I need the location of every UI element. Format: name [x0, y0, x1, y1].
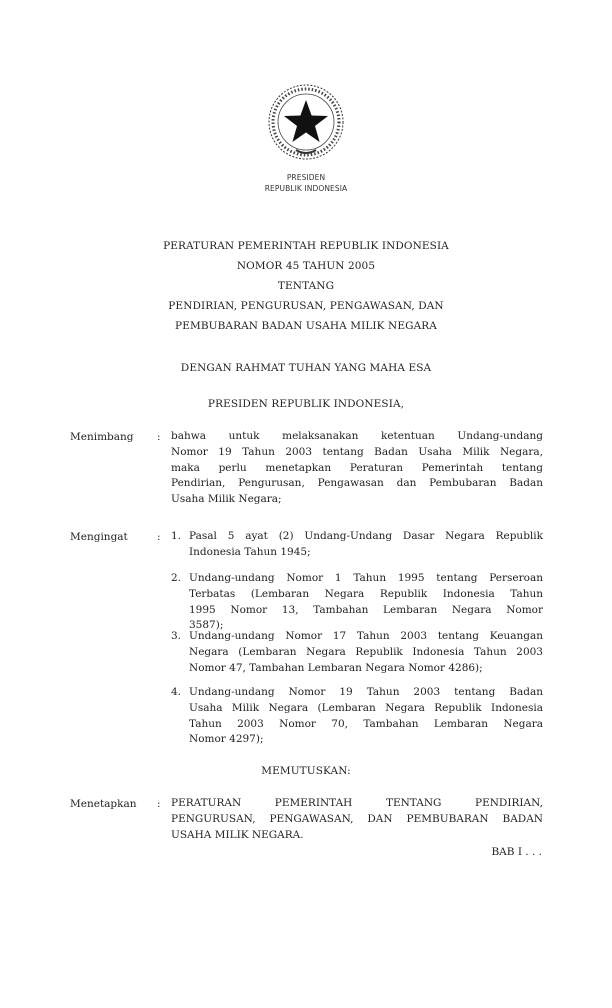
title-line-5: PEMBUBARAN BADAN USAHA MILIK NEGARA — [175, 320, 437, 332]
text-line: Tahun 2003 Nomor 70, Tambahan Lembaran Negara — [189, 717, 543, 730]
text-line: Terbatas (Lembaran Negara Republik Indonesia Tahun — [189, 587, 543, 600]
mengingat-label: Mengingat — [70, 531, 128, 543]
text-line: Usaha Milik Negara; — [171, 493, 282, 506]
text-line: Pasal 5 ayat (2) Undang-Undang Dasar Negara Republik — [189, 530, 543, 542]
text-line: Undang-undang Nomor 17 Tahun 2003 tentang Keuangan — [189, 630, 543, 642]
header-line-president: PRESIDEN — [286, 173, 326, 182]
menetapkan-label: Menetapkan — [70, 798, 137, 810]
invocation: DENGAN RAHMAT TUHAN YANG MAHA ESA — [180, 362, 432, 374]
text-line: Pendirian, Pengurusan, Pengawasan dan Pembubaran Badan — [171, 477, 543, 490]
text-line: Negara (Lembaran Negara Republik Indonesia Tahun 2003 — [189, 645, 543, 658]
menimbang-label: Menimbang — [70, 431, 134, 443]
text-line: maka perlu menetapkan Peraturan Pemerintah tentang — [171, 461, 543, 474]
issuer: PRESIDEN REPUBLIK INDONESIA, — [207, 398, 405, 410]
menetapkan-text — [171, 796, 543, 843]
text-line: PENGURUSAN, PENGAWASAN, DAN PEMBUBARAN BADAN — [171, 812, 543, 825]
mengingat-colon: : — [157, 531, 161, 543]
decision-heading: MEMUTUSKAN: — [261, 765, 351, 777]
text-line: USAHA MILIK NEGARA. — [171, 828, 304, 841]
item-number: 4. — [171, 686, 182, 698]
item-number: 1. — [171, 530, 182, 542]
title-line-1: PERATURAN PEMERINTAH REPUBLIK INDONESIA — [163, 240, 449, 252]
text-line: Usaha Milik Negara (Lembaran Negara Republik Indonesia — [189, 701, 543, 714]
text-line: Indonesia Tahun 1945; — [189, 545, 311, 558]
title-line-3: TENTANG — [277, 280, 335, 292]
menimbang-text — [171, 429, 543, 508]
text-line: PERATURAN PEMERINTAH TENTANG PENDIRIAN, — [171, 797, 543, 809]
text-line: Nomor 47, Tambahan Lembaran Negara Nomor 4286); — [189, 661, 483, 674]
menetapkan-colon: : — [157, 798, 161, 810]
header-line-republic: REPUBLIK INDONESIA — [264, 184, 348, 193]
text-line: bahwa untuk melaksanakan ketentuan Undang-undang — [171, 430, 543, 442]
text-line: Undang-undang Nomor 19 Tahun 2003 tentang Badan — [189, 686, 543, 698]
menimbang-colon: : — [157, 431, 161, 443]
text-line: Nomor 4297); — [189, 733, 264, 746]
mengingat-item-4 — [171, 685, 543, 748]
item-number: 2. — [171, 572, 182, 584]
text-line: Undang-undang Nomor 1 Tahun 1995 tentang Perseroan — [189, 572, 543, 584]
title-line-2: NOMOR 45 TAHUN 2005 — [236, 260, 376, 272]
text-line: 3587); — [189, 619, 224, 632]
item-number: 3. — [171, 630, 182, 642]
mengingat-item-2 — [171, 571, 543, 634]
mengingat-item-1 — [171, 529, 543, 561]
continuation-marker: BAB I . . . — [491, 846, 542, 858]
text-line: 1995 Nomor 13, Tambahan Lembaran Negara Nomor — [189, 603, 543, 616]
text-line: Nomor 19 Tahun 2003 tentang Badan Usaha Milik Negara, — [171, 445, 543, 458]
emblem-icon — [266, 82, 346, 162]
title-line-4: PENDIRIAN, PENGURUSAN, PENGAWASAN, DAN — [168, 300, 444, 312]
mengingat-item-3 — [171, 629, 543, 676]
